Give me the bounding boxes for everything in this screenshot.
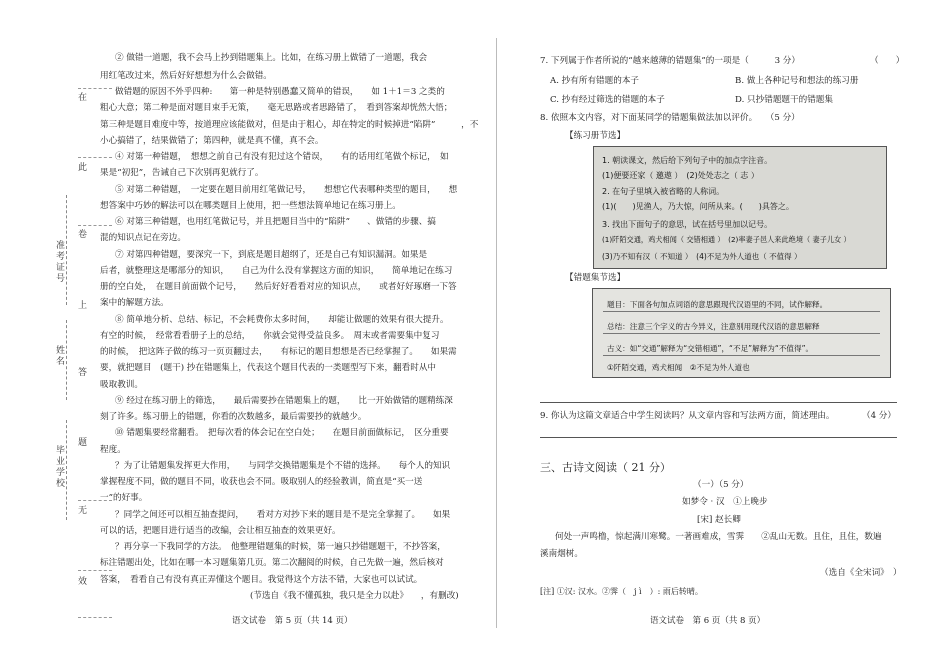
paragraph-line: 果是“初犯”，告诫自己下次别再犯就行了。 — [100, 168, 264, 178]
paragraph-line: 想答案中巧妙的解法可以在哪类题目上使用，把一些想法简单地记在练习册上。 — [100, 201, 401, 211]
handwriting-line: 2. 在句子里填入被省略的人称词。 — [602, 187, 725, 196]
poem-line: 何处一声鸣橹，惊起满川寒鹭。一著画难成，雪霁 ②乱山无数。且住，且住，数遍 — [555, 532, 882, 542]
side-char: 效 — [78, 577, 88, 587]
q7-stem: 7. 下列属于作者所说的“越来越薄的错题集”的一项是（ 3 分） — [540, 56, 800, 66]
paragraph-line: ？同学之间还可以相互抽查提问， 看对方对抄下来的题目是不是完全掌握了。 如果 — [115, 510, 451, 520]
paragraph-line: ⑨ 经过在练习册上的筛选， 最后需要抄在错题集上的题， 比一开始做错的题精练深 — [115, 396, 453, 406]
error-notebook-image — [592, 288, 891, 378]
handwriting-line: 1. 朝读课文，然后给下列句子中的加点字注音。 — [602, 156, 773, 165]
side-char: 上 — [78, 301, 88, 311]
paragraph-line: 后者，就整理这是哪部分的知识， 自己为什么没有掌握这方面的知识， 简单地记在练习 — [100, 266, 453, 276]
paragraph-line: 册的空白处， 在题目前面做个记号， 然后好好看看对应的知识点， 或者好好琢磨一下答 — [100, 282, 457, 292]
error-notebook-label: 【错题集节选】 — [565, 273, 626, 283]
handwriting-line: (3)乃不知有汉（ 不知道 ） (4)不足为外人道也（ 不值得 ） — [602, 252, 802, 261]
paragraph-line: 标注错题出处，比如在哪一本习题集第几页。第二次翻阅的时候，自己先做一遍，然后核对 — [100, 558, 444, 568]
section3-subtitle: （一）（5 分） — [693, 480, 749, 490]
paragraph-line: ⑧ 简单地分析、总结、标记，不会耗费你太多时间， 却能让做题的效果有很大提升。 — [115, 315, 449, 325]
handwriting-line: ①阡陌交通，鸡犬相闻 ②不足为外人道也 — [607, 363, 750, 372]
paragraph-line: 案中的解题方法。 — [100, 298, 169, 308]
side-char: 答 — [78, 368, 88, 378]
paragraph-line: 用红笔改过来，然后好好想想为什么会做错。 — [100, 71, 272, 81]
q9-score: （4 分） — [862, 411, 896, 421]
workbook-excerpt-label: 【练习册节选】 — [565, 131, 626, 141]
paragraph-line: 一”的好事。 — [100, 493, 148, 503]
left-footer: 语文试卷 第 5 页（共 14 页） — [232, 616, 353, 626]
school-label: 毕业学校 — [54, 445, 64, 489]
poem-title: 如梦令 · 汉 ①上晚步 — [682, 497, 768, 507]
section3-title: 三、古诗文阅读（ 21 分） — [540, 461, 671, 474]
name-line — [66, 320, 68, 400]
q7-answer-paren: （ ） — [870, 56, 905, 66]
paragraph-line: 有空的时候， 经常看看册子上的总结， 你就会觉得受益良多。 周末或者需要集中复习 — [100, 331, 440, 341]
q8-answer-line[interactable] — [540, 402, 897, 403]
right-footer: 语文试卷 第 6 页（共 8 页） — [650, 616, 766, 626]
paragraph-line: ② 做错一道题，我不会马上抄到错题集上。比如，在练习册上做错了一道题，我会 — [115, 53, 428, 63]
paragraph-line: 吸取教训。 — [100, 380, 143, 390]
q7-option-b: B. 做上各种记号和想法的练习册 — [735, 76, 859, 86]
handwriting-line: 古义：如“交通”解释为“交错相通”，“不足”解释为“不值得”。 — [607, 344, 814, 353]
handwriting-line: 3. 找出下面句子的意思，试在括号里加以记号。 — [602, 220, 773, 229]
side-char: 无 — [78, 506, 88, 516]
paragraph-line: 可以的话，把题目进行适当的改编，会让相互抽查的效果更好。 — [100, 526, 341, 536]
name-label: 姓名 — [54, 345, 64, 367]
exam-number-line — [66, 195, 68, 305]
q8-stem: 8. 依照本文内容，对下面某同学的错题集做法加以评价。 （5 分） — [540, 113, 800, 123]
paragraph-line: ⑩ 错题集要经常翻看。 把每次看的体会记在空白处； 在题目前面做标记， 区分重要 — [115, 428, 449, 438]
side-char: 在 — [78, 93, 88, 103]
handwriting-line: 总结：注意三个字义的古今异义，注意别用现代汉语的意思解释 — [607, 322, 820, 331]
paragraph-line: ⑤ 对第二种错题， 一定要在题目前用红笔做记号， 想想它代表哪种类型的题目， 想 — [115, 185, 458, 195]
side-char: 题 — [78, 438, 88, 448]
side-char: 此 — [78, 163, 88, 173]
handwriting-line: 题目：下面各句加点词语的意思跟现代汉语里的不同，试作解释。 — [607, 300, 828, 309]
paragraph-line: ⑥ 对第三种错题，也用红笔做记号，并且把题目当中的“陷阱” 、做错的步骤、搞 — [115, 217, 436, 227]
paragraph-line: 混的知识点记在旁边。 — [100, 233, 186, 243]
paragraph-line: 程度。 — [100, 445, 126, 455]
q7-option-d: D. 只抄错题题干的错题集 — [735, 95, 833, 105]
exam-number-label: 准考证号 — [54, 240, 64, 284]
paragraph-line: 掌握程度不同，做的题目不同，收获也会不同。吸取别人的经验教训，简直是“买一送 — [100, 477, 423, 487]
q7-option-a: A. 抄有所有错题的本子 — [550, 76, 640, 86]
poem-author: [宋] 赵长卿 — [697, 515, 741, 525]
q9-stem: 9. 你认为这篇文章适合中学生阅读吗？从文章内容和写法两方面，简述理由。 — [540, 411, 835, 421]
paragraph-line: 粗心大意；第二种是面对题目束手无策， 毫无思路或者思路错了， 看到答案却恍然大悟； — [100, 103, 453, 113]
handwriting-line: (1)( )见渔人，乃大惊，问所从来。( )具答之。 — [602, 202, 794, 211]
q9-answer-line[interactable] — [540, 437, 897, 438]
paragraph-line: 做错题的原因不外乎四种: 第一种是特别愚蠢又简单的错误， 如 1＋1＝3 之类的 — [115, 87, 445, 97]
bottom-dash — [78, 617, 112, 618]
side-char: 卷 — [78, 230, 88, 240]
paragraph-line: ⑦ 对第四种错题，要深究一下，到底是题目超纲了，还是自己有知识漏洞。如果是 — [115, 250, 428, 260]
paragraph-line: ？为了让错题集发挥更大作用， 与同学交换错题集是个不错的选择。 每个人的知识 — [115, 461, 451, 471]
paragraph-line: 第三种是题目难度中等，按道理应该能做对，但是由于粗心，却在特定的时候掉进“陷阱” ，不 — [100, 120, 479, 130]
page-divider — [496, 38, 497, 628]
paragraph-line: 答案， 看看自己有没有真正弄懂这个题目。我觉得这个方法不错，大家也可以试试。 — [100, 575, 423, 585]
handwriting-line: (1)阡陌交通，鸡犬相闻（ 交错相通 ） (2)率妻子邑人来此绝境（ 妻子儿女 ） — [602, 235, 851, 244]
paragraph-line: 要，就把题目 (题干) 抄在错题集上，代表这个题目代表的一类题型写下来，翻看时从中 — [100, 363, 437, 373]
poem-source: （选自《全宋词》 ） — [820, 568, 902, 578]
q7-option-c: C. 抄有经过筛选的错题的本子 — [550, 95, 665, 105]
workbook-excerpt-image — [593, 146, 887, 269]
paragraph-line: 小心搞错了，结果做错了；第四种，就是真不懂，真不会。 — [100, 136, 324, 146]
poem-line: 溪南烟树。 — [540, 549, 583, 559]
handwriting-line: (1)便要还家（ 邀遨 ） (2)处处志之（ 志 ） — [602, 171, 759, 180]
paragraph-line: 刻了许多。练习册上的错题，你看的次数越多，最后需要抄的就越少。 — [100, 412, 367, 422]
poem-note: [注] ①汉: 汉水。②霁（ j ì ）: 雨后转晴。 — [540, 587, 703, 596]
source-citation: (节选自《我不懂孤独，我只是全力以赴》 ，有删改) — [250, 591, 459, 601]
paragraph-line: ④ 对第一种错题， 想想之前自己有没有犯过这个错误， 有的话用红笔做个标记， 如 — [115, 152, 449, 162]
paragraph-line: ？再分享一下我同学的方法。 他整理错题集的时候，第一遍只抄错题题干，不抄答案， — [115, 542, 446, 552]
paragraph-line: 的时候， 把这阵子做的练习一页页翻过去， 有标记的题目想想是否已经掌握了。 如果需 — [100, 347, 457, 357]
school-line — [66, 420, 68, 520]
